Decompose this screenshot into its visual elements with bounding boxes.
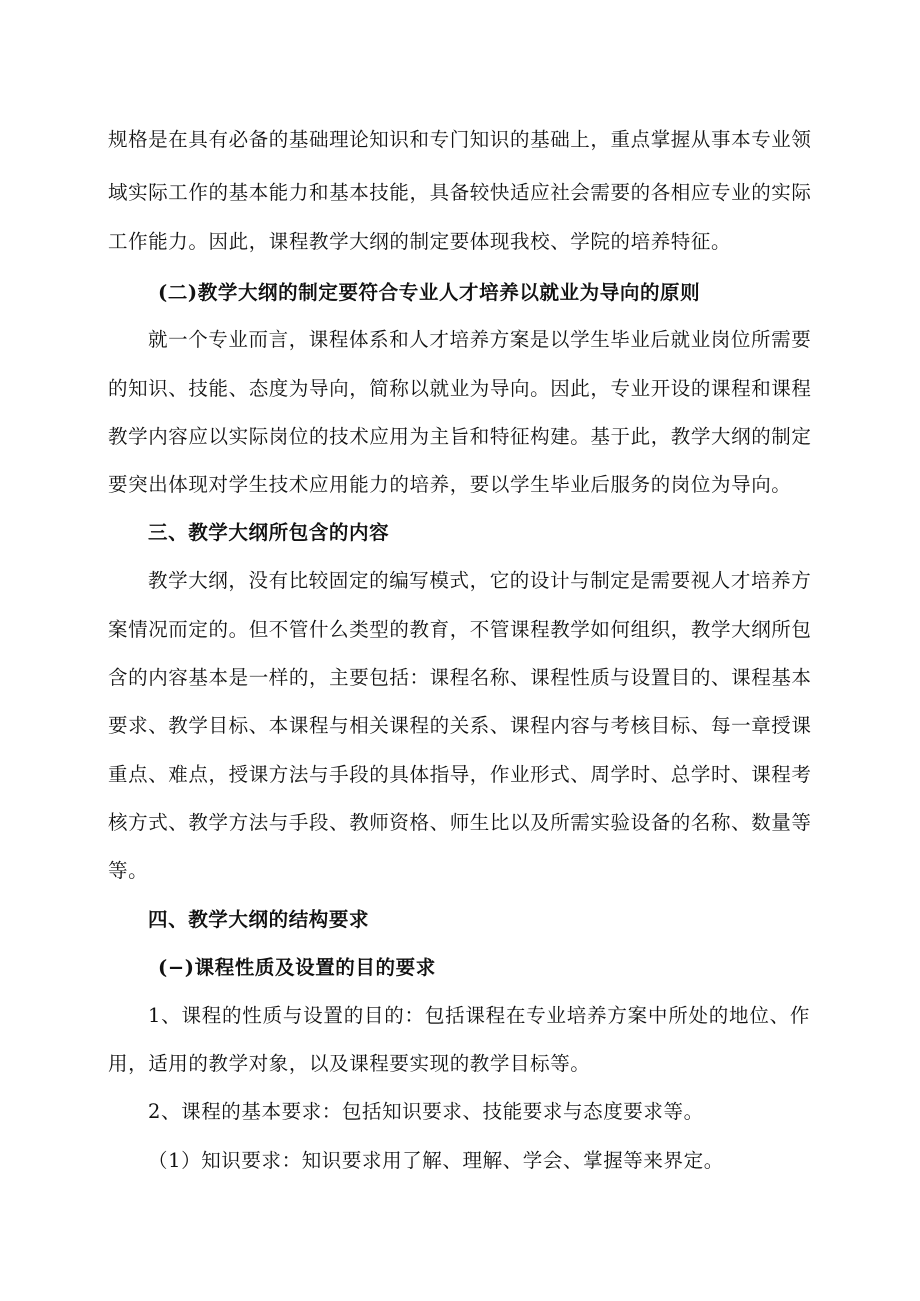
paragraph-line: 要求、教学目标、本课程与相关课程的关系、课程内容与考核目标、每一章授课 xyxy=(108,714,812,737)
paragraph-line: 教学大纲，没有比较固定的编写模式，它的设计与制定是需要视人才培养方 xyxy=(148,569,812,592)
paragraph-line: 重点、难点，授课方法与手段的具体指导，作业形式、周学时、总学时、课程考 xyxy=(108,763,812,786)
paragraph-line: 规格是在具有必备的基础理论知识和专门知识的基础上，重点掌握从事本专业领 xyxy=(108,128,812,151)
section-heading: 三、教学大纲所包含的内容 xyxy=(148,521,390,544)
paragraph-line: 含的内容基本是一样的，主要包括：课程名称、课程性质与设置目的、课程基本 xyxy=(108,666,812,689)
paragraph-line: 工作能力。因此，课程教学大纲的制定要体现我校、学院的培养特征。 xyxy=(108,230,732,253)
paragraph-line: 案情况而定的。但不管什么类型的教育，不管课程教学如何组织，教学大纲所包 xyxy=(108,618,812,641)
section-heading: 四、教学大纲的结构要求 xyxy=(148,908,370,931)
paragraph-line: 核方式、教学方法与手段、教师资格、师生比以及所需实验设备的名称、数量等 xyxy=(108,811,812,834)
section-subheading: (−)课程性质及设置的目的要求 xyxy=(158,956,436,979)
paragraph-line: 教学内容应以实际岗位的技术应用为主旨和特征构建。基于此，教学大纲的制定 xyxy=(108,425,812,448)
paragraph-line: （1）知识要求：知识要求用了解、理解、学会、掌握等来界定。 xyxy=(148,1149,724,1172)
paragraph-line: 域实际工作的基本能力和基本技能，具备较快适应社会需要的各相应专业的实际 xyxy=(108,181,812,204)
paragraph-line: 2、课程的基本要求：包括知识要求、技能要求与态度要求等。 xyxy=(148,1100,704,1123)
paragraph-line: 等。 xyxy=(108,859,149,882)
paragraph-line: 就一个专业而言，课程体系和人才培养方案是以学生毕业后就业岗位所需要 xyxy=(148,328,812,351)
paragraph-line: 要突出体现对学生技术应用能力的培养，要以学生毕业后服务的岗位为导向。 xyxy=(108,473,792,496)
paragraph-line: 的知识、技能、态度为导向，简称以就业为导向。因此，专业开设的课程和课程 xyxy=(108,377,812,400)
paragraph-line: 1、课程的性质与设置的目的：包括课程在专业培养方案中所处的地位、作 xyxy=(148,1004,810,1027)
paragraph-line: 用，适用的教学对象，以及课程要实现的教学目标等。 xyxy=(108,1052,591,1075)
section-subheading: (二)教学大纲的制定要符合专业人才培养以就业为导向的原则 xyxy=(158,281,701,304)
